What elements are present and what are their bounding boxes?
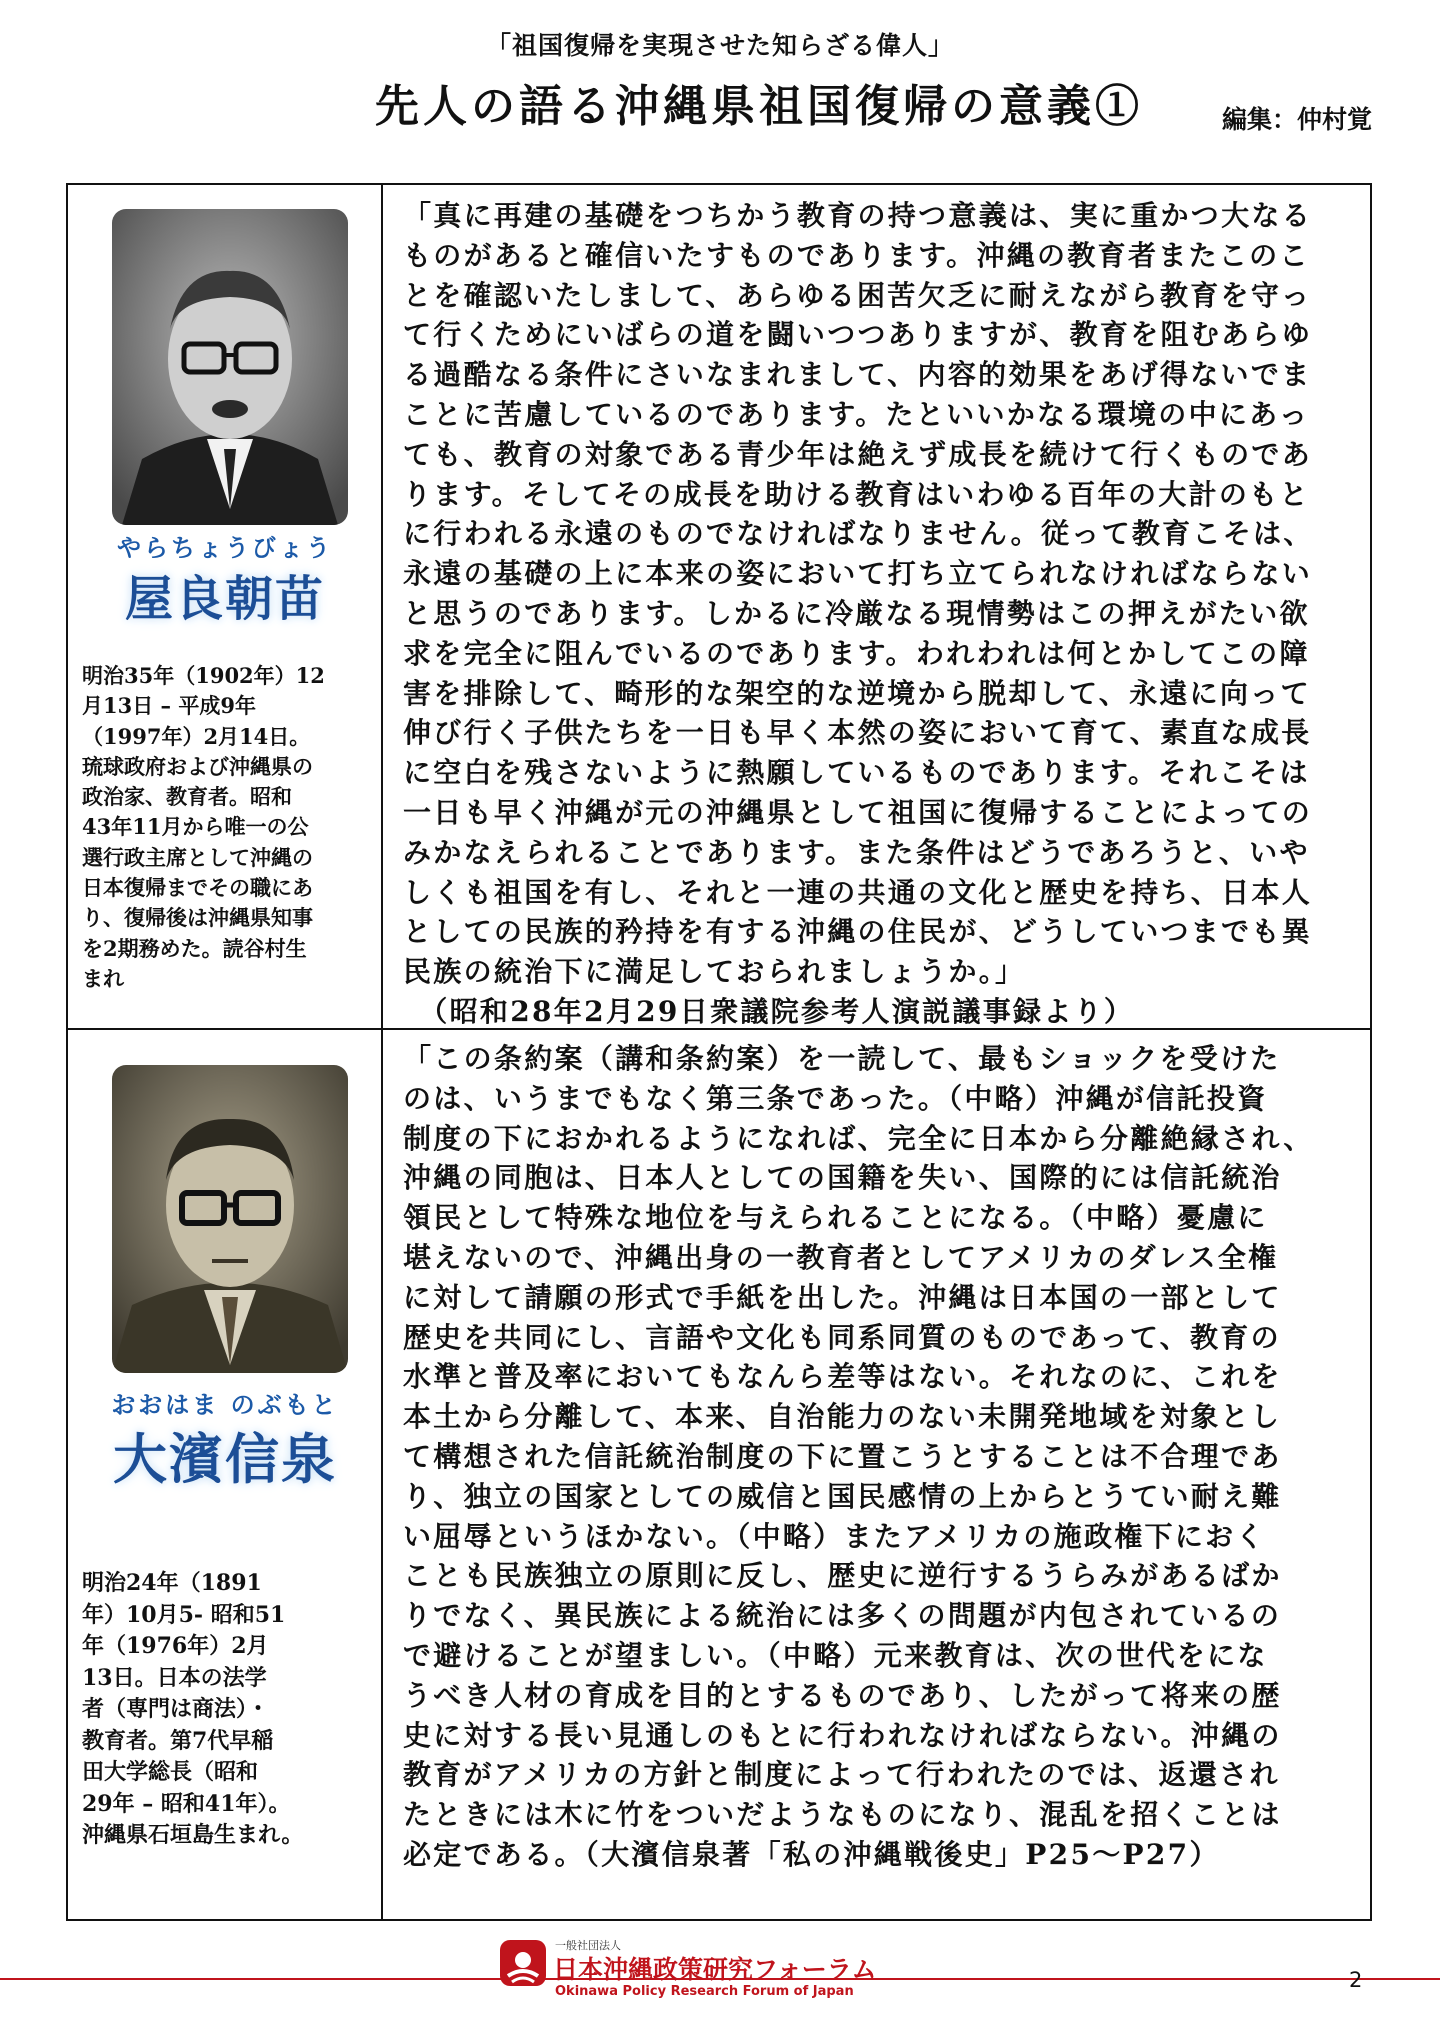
org-type-label: 一般社団法人 xyxy=(555,1939,621,1952)
person1-quote: 「真に再建の基礎をつちかう教育の持つ意義は、実に重かつ大なる ものがあると確信いたすものであります。沖縄の教育者またこのこ とを確認いたしまして、あらゆる困苦欠乏に耐えながら教育を守っ て行くためにいばらの道を闘いつつありますが、教育を阻むあらゆ る過酷なる条件にさいなまれまして、内容的効果をあげ得ないでま ことに苦慮しているのであります。たといいかなる環境の中にあっ ても、教育の対象である青少年は絶えず成長を続けて行くものであ ります。そしてその成長を助ける教育はいわゆる百年の大計のもと に行われる永遠のものでなければなりません。従って教育こそは、 永遠の基礎の上に本来の姿において打ち立てられなければならない と思うのであります。しかるに冷厳なる現情勢はこの押えがたい欲 求を完全に阻んでいるのであります。われわれは何とかしてこの障 害を排除して、畸形的な架空的な逆境から脱却して、永遠に向って 伸び行く子供たちを一日も早く本然の姿において育て、素直な成長 に空白を残さないように熱願しているものであります。それこそは 一日も早く沖縄が元の沖縄県として祖国に復帰することによっての みかなえられることであります。また条件はどうであろうと、いや しくも祖国を有し、それと一連の共通の文化と歴史を持ち、日本人 としての民族的矜持を有する沖縄の住民が、どうしていつまでも異 民族の統治下に満足しておられましょうか。」 （昭和28年2月29日衆議院参考人演説議事録より） xyxy=(403,199,1314,1028)
editor-credit: 編集：仲村覚 xyxy=(1222,105,1373,134)
person1-bio: 明治35年（1902年）12 月13日 – 平成9年 （1997年）2月14日。 琉球政府および沖縄県の 政治家、教育者。昭和 43年11月から唯一の公 選行政主席として沖縄の 日本復帰までその職にあ り、復帰後は沖縄県知事 を2期務めた。読谷村生 まれ xyxy=(82,663,325,991)
portrait-ohama-illustration xyxy=(112,1065,348,1373)
page-subtitle: 「祖国復帰を実現させた知らざる偉人」 xyxy=(485,31,954,60)
column-divider xyxy=(381,185,383,1919)
org-name-en: Okinawa Policy Research Forum of Japan xyxy=(555,1984,854,1999)
page-number: 2 xyxy=(1349,1968,1363,1992)
org-name-jp: 日本沖縄政策研究フォーラム xyxy=(553,1955,877,1984)
person2-ruby: おおはま のぶもと xyxy=(111,1390,339,1419)
content-table xyxy=(66,183,1372,1921)
person2-bio: 明治24年（1891 年）10月5- 昭和51 年（1976年）2月 13日。日本の法学 者（専門は商法）・ 教育者。第7代早稲 田大学総長（昭和 29年 – 昭和41年）。 沖縄県石垣島生まれ。 xyxy=(82,1570,304,1848)
person2-quote: 「この条約案（講和条約案）を一読して、最もショックを受けた のは、いうまでもなく第三条であった。（中略）沖縄が信託投資 制度の下におかれるようになれば、完全に日本から分離絶縁され、 沖縄の同胞は、日本人としての国籍を失い、国際的には信託統治 領民として特殊な地位を与えられることになる。（中略）憂慮に 堪えないので、沖縄出身の一教育者としてアメリカのダレス全権 に対して請願の形式で手紙を出した。沖縄は日本国の一部として 歴史を共同にし、言語や文化も同系同質のものであって、教育の 水準と普及率においてもなんら差等はない。それなのに、これを 本土から分離して、本来、自治能力のない未開発地域を対象とし て構想された信託統治制度の下に置こうとすることは不合理であ り、独立の国家としての威信と国民感情の上からとうてい耐え難 い屈辱というほかない。（中略）またアメリカの施政権下におく ことも民族独立の原則に反し、歴史に逆行するうらみがあるばか りでなく、異民族による統治には多くの問題が内包されているの で避けることが望ましい。（中略）元来教育は、次の世代をにな うべき人材の育成を目的とするものであり、したがって将来の歴 史に対する長い見通しのもとに行われなければならない。沖縄の 教育がアメリカの方針と制度によって行われたのでは、返還され たときには木に竹をついだようなものになり、混乱を招くことは 必定である。（大濱信泉著「私の沖縄戦後史」P25〜P27） xyxy=(403,1042,1314,1871)
portrait-photo-ohama xyxy=(112,1065,348,1373)
person1-ruby: やらちょうびょう xyxy=(117,533,333,562)
portrait-photo-yara xyxy=(112,209,348,525)
organization-logo-icon xyxy=(498,1938,548,1988)
person2-name: 大濱信泉 xyxy=(113,1427,337,1491)
portrait-yara-illustration xyxy=(112,209,348,525)
person1-name: 屋良朝苗 xyxy=(124,571,325,627)
page-title: 先人の語る沖縄県祖国復帰の意義① xyxy=(375,81,1143,132)
